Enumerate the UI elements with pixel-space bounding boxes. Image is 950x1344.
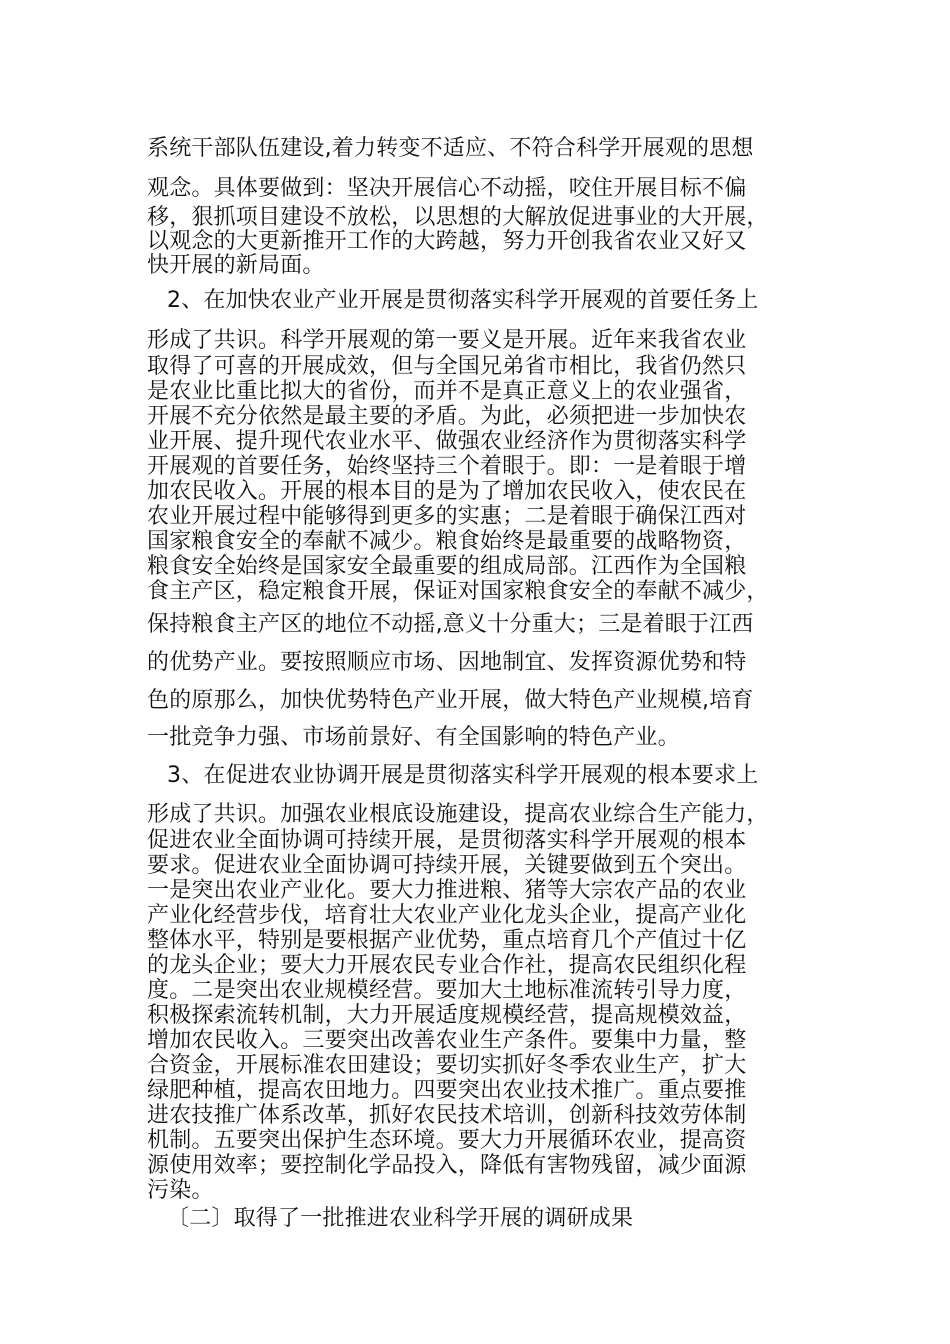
text-line: 保持粮食主产区的地位不动摇,意义十分重大；三是着眼于江西: [147, 612, 754, 637]
text-line: 业开展、提升现代农业水平、做强农业经济作为贯彻落实科学: [147, 429, 747, 454]
text-line: 开展不充分依然是最主要的矛盾。为此，必须把进一步加快农: [147, 404, 747, 429]
text-line: 开展观的首要任务，始终坚持三个着眼于。即：一是着眼于增: [147, 454, 747, 479]
text-line: 色的原那么，加快优势特色产业开展，做大特色产业规模,培育: [147, 688, 754, 713]
text-line: 是农业比重比拟大的省份，而并不是真正意义上的农业强省，: [147, 379, 747, 404]
text-line: 积极探索流转机制，大力开展适度规模经营，提高规模效益，: [147, 1003, 747, 1028]
section-heading: 〔二〕取得了一批推进农业科学开展的调研成果: [167, 1206, 634, 1231]
paragraph-heading: 3、在促进农业协调开展是贯彻落实科学开展观的根本要求上: [167, 763, 759, 788]
text-line: 合资金，开展标准农田建设；要切实抓好冬季农业生产，扩大: [147, 1053, 747, 1078]
text-line: 机制。五要突出保护生态环境。要大力开展循环农业，提高资: [147, 1128, 747, 1153]
text-line: 取得了可喜的开展成效，但与全国兄弟省市相比，我省仍然只: [147, 354, 747, 379]
text-line: 进农技推广体系改革，抓好农民技术培训，创新科技效劳体制: [147, 1103, 747, 1128]
text-line: 农业开展过程中能够得到更多的实惠；二是着眼于确保江西对: [147, 504, 747, 529]
text-line: 加农民收入。开展的根本目的是为了增加农民收入，使农民在: [147, 479, 747, 504]
text-line: 的龙头企业；要大力开展农民专业合作社，提高农民组织化程: [147, 953, 747, 978]
text-line: 要求。促进农业全面协调可持续开展，关键要做到五个突出。: [147, 853, 747, 878]
text-line: 移，狠抓项目建设不放松，以思想的大解放促进事业的大开展，: [147, 205, 769, 230]
text-line: 形成了共识。科学开展观的第一要义是开展。近年来我省农业: [147, 328, 747, 353]
text-line: 国家粮食安全的奉献不减少。粮食始终是最重要的战略物资，: [147, 529, 747, 554]
text-line: 污染。: [147, 1178, 214, 1203]
paragraph-heading: 2、在加快农业产业开展是贯彻落实科学开展观的首要任务上: [167, 288, 759, 313]
text-line: 促进农业全面协调可持续开展，是贯彻落实科学开展观的根本: [147, 828, 747, 853]
text-line: 系统干部队伍建设,着力转变不适应、不符合科学开展观的思想: [147, 136, 754, 161]
text-line: 快开展的新局面。: [147, 253, 325, 278]
text-line: 粮食安全始终是国家安全最重要的组成局部。江西作为全国粮: [147, 554, 747, 579]
text-line: 一是突出农业产业化。要大力推进粮、猪等大宗农产品的农业: [147, 878, 747, 903]
text-line: 产业化经营步伐，培育壮大农业产业化龙头企业，提高产业化: [147, 903, 747, 928]
text-line: 以观念的大更新推开工作的大跨越，努力开创我省农业又好又: [147, 229, 747, 254]
text-line: 度。二是突出农业规模经营。要加大土地标准流转引导力度，: [147, 978, 747, 1003]
text-line: 源使用效率；要控制化学品投入，降低有害物残留，减少面源: [147, 1153, 747, 1178]
text-line: 绿肥种植，提高农田地力。四要突出农业技术推广。重点要推: [147, 1078, 747, 1103]
text-line: 的优势产业。要按照顺应市场、因地制宜、发挥资源优势和特: [147, 650, 747, 675]
text-line: 观念。具体要做到：坚决开展信心不动摇，咬住开展目标不偏: [147, 176, 747, 201]
text-line: 食主产区，稳定粮食开展，保证对国家粮食安全的奉献不减少，: [147, 579, 769, 604]
text-line: 形成了共识。加强农业根底设施建设，提高农业综合生产能力，: [147, 802, 769, 827]
text-line: 增加农民收入。三要突出改善农业生产条件。要集中力量，整: [147, 1028, 747, 1053]
text-line: 一批竞争力强、市场前景好、有全国影响的特色产业。: [147, 725, 680, 750]
text-line: 整体水平，特别是要根据产业优势，重点培育几个产值过十亿: [147, 928, 747, 953]
